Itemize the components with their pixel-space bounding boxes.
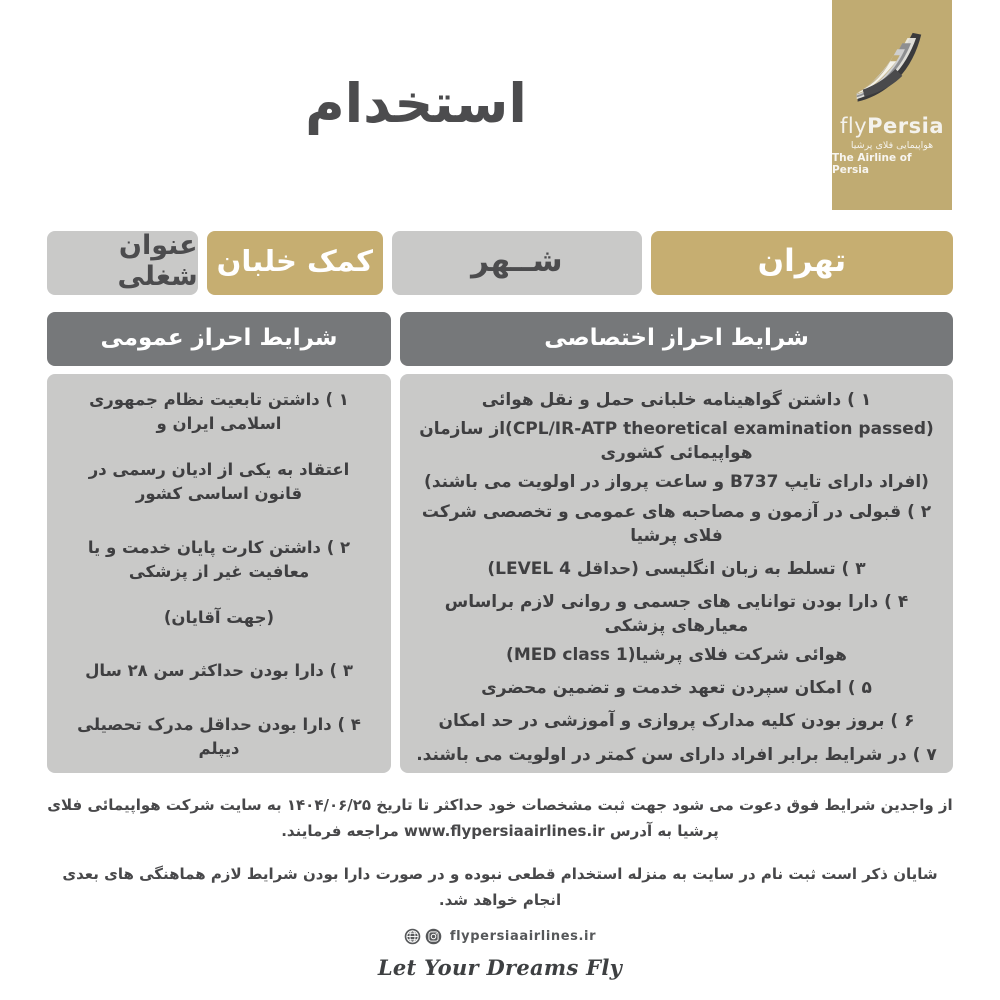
brand-tagline: Let Your Dreams Fly xyxy=(377,955,623,980)
airplane-tail-logo-icon xyxy=(849,26,935,112)
requirement-item: (افراد دارای تایپ B737 و ساعت پرواز در اولویت می باشند) xyxy=(424,472,929,493)
social-handle-row xyxy=(404,928,596,945)
requirement-item: ۶ ) بروز بودن کلیه مدارک پروازی و آموزشی در حد امکان xyxy=(438,711,915,732)
logo-wordmark xyxy=(840,116,944,137)
logo-name-fa: هواپیمایی فلای پرشیا xyxy=(850,140,934,151)
requirement-item: ۱ ) داشتن گواهینامه خلبانی حمل و نقل هوائی xyxy=(481,390,872,410)
requirement-item: ۲ ) داشتن کارت پایان خدمت و یا معافیت غیر از پزشکی xyxy=(87,537,351,581)
requirement-item: هوائی شرکت فلای پرشیا(MED class 1) xyxy=(506,645,847,666)
section-header-bars xyxy=(47,312,953,366)
requirement-item: ۷ ) در شرایط برابر افراد دارای سن کمتر در اولویت می باشند. xyxy=(416,744,937,765)
application-instructions-note xyxy=(47,792,953,845)
page-title: استخدام xyxy=(305,72,527,135)
logo-wordmark-fly: fly xyxy=(840,114,868,138)
requirement-item: ۳ ) دارا بودن حداکثر سن ۲۸ سال xyxy=(85,661,353,681)
application-website-url[interactable]: www.flypersiaairlines.ir xyxy=(404,822,605,841)
brand-logo-panel xyxy=(832,0,952,210)
requirement-item: ۲ ) قبولی در آزمون و مصاحبه های عمومی و تخصصی شرکت فلای پرشیا xyxy=(421,501,932,546)
job-title-label-chip: عنوان شغلی xyxy=(47,231,198,295)
job-title-value-chip: کمک خلبان xyxy=(207,231,383,295)
requirement-item: اعتقاد به یکی از ادیان رسمی در قانون اساسی کشور xyxy=(88,459,350,503)
requirement-item: ۵ ) امکان سپردن تعهد خدمت و تضمین محضری xyxy=(481,678,872,699)
city-label-chip: شــهر xyxy=(392,231,642,295)
requirement-item: ۴ ) دارا بودن حداقل مدرک تحصیلی دیپلم xyxy=(77,715,361,759)
requirement-item: (جهت آقایان) xyxy=(163,607,275,627)
section-header-general: شرایط احراز عمومی xyxy=(47,312,391,366)
requirement-item: (CPL/IR-ATP theoretical examination passed)از سازمان هواپیمائی کشوری xyxy=(419,419,934,464)
logo-wordmark-persia: Persia xyxy=(867,114,945,138)
requirement-item: ۳ ) تسلط به زبان انگلیسی (حداقل LEVEL 4) xyxy=(487,558,866,579)
globe-icon[interactable] xyxy=(404,928,421,945)
instructions-text-b: مراجعه فرمایند. xyxy=(281,822,399,841)
instructions-text-a: از واجدین شرایط فوق دعوت می شود جهت ثبت مشخصات خود حداکثر تا تاریخ ۱۴۰۴/۰۶/۲۵ به سایت شرکت هواپیمائی فلای پرشیا به آدرس xyxy=(47,796,953,841)
footer-brand-strip xyxy=(0,928,1000,980)
requirement-item: ۱ ) داشتن تابعیت نظام جمهوری اسلامی ایران و xyxy=(89,390,349,433)
specific-requirements-panel xyxy=(400,374,953,773)
job-summary-chips xyxy=(47,231,953,295)
instagram-icon[interactable] xyxy=(425,928,442,945)
social-handle-text: flypersiaairlines.ir xyxy=(449,929,597,944)
requirement-item: ۴ ) دارا بودن توانایی های جسمی و روانی لازم براساس معیارهای پزشکی xyxy=(444,591,909,636)
logo-tagline-en: The Airline of Persia xyxy=(832,152,912,176)
city-value-chip: تهران xyxy=(651,231,953,295)
general-requirements-panel xyxy=(47,374,391,773)
requirements-panels xyxy=(47,374,953,773)
registration-disclaimer-note: شایان ذکر است ثبت نام در سایت به منزله استخدام قطعی نبوده و در صورت دارا بودن شرایط لازم هماهنگی های بعدی انجام خواهد شد. xyxy=(62,865,938,909)
section-header-specific: شرایط احراز اختصاصی xyxy=(400,312,953,366)
